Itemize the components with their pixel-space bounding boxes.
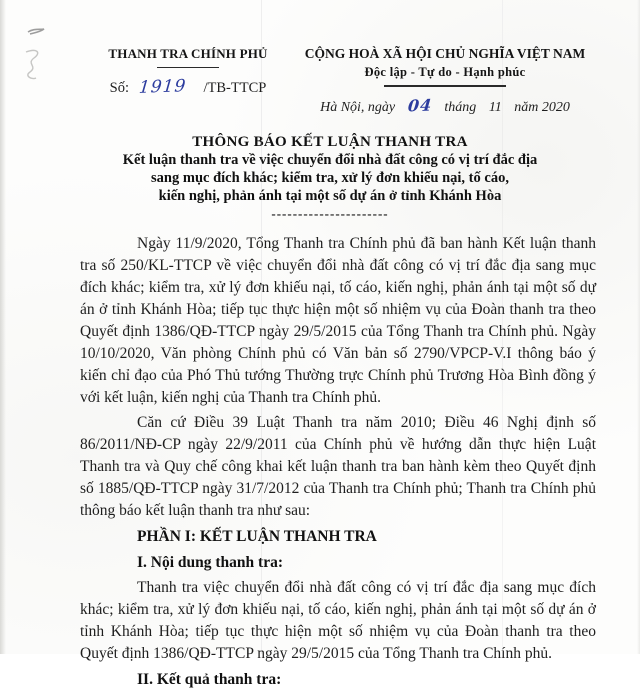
header-rule-right	[384, 85, 506, 87]
place-date-line	[290, 96, 600, 116]
document-header	[0, 46, 640, 116]
date-month-label: tháng	[444, 99, 477, 115]
issuing-agency-block	[88, 46, 288, 116]
document-subtitle-line-1: Kết luận thanh tra về việc chuyển đổi nhà đất công có vị trí đắc địa	[122, 151, 538, 168]
doc-number-suffix: /TB-TTCP	[203, 80, 267, 96]
section-heading-part-1: PHẦN I: KẾT LUẬN THANH TRA	[137, 527, 377, 545]
document-title: THÔNG BÁO KẾT LUẬN THANH TRA	[192, 133, 468, 150]
document-body	[80, 233, 596, 691]
body-paragraph-1: Ngày 11/9/2020, Tổng Thanh tra Chính phủ đã ban hành Kết luận thanh tra số 250/KL-TTCP về việc chuyển đổi nhà đất công có vị trí đắc địa sang mục đích khác; kiểm tra, xử lý đơn khiếu nại, tố cáo, kiến nghị, phản ánh tại một số dự án ở tỉnh Khánh Hòa; tiếp tục thực hiện một số nhiệm vụ của Đoàn thanh tra theo Quyết định 1386/QĐ-TTCP ngày 29/5/2015 của Tổng Thanh tra Chính phủ. Ngày 10/10/2020, Văn phòng Chính phủ có Văn bản số 2790/VPCP-V.I thông báo ý kiến chỉ đạo của Phó Thủ tướng Thường trực Chính phủ Trương Hòa Bình đồng ý với kết luận, kiến nghị của Thanh tra Chính phủ.	[80, 234, 596, 406]
national-motto: Độc lập - Tự do - Hạnh phúc	[364, 65, 526, 79]
document-number-line	[88, 77, 288, 97]
title-separator-dashes: ----------------------	[271, 205, 389, 221]
header-rule-left	[157, 67, 219, 68]
body-paragraph-3: Thanh tra việc chuyển đổi nhà đất công có vị trí đắc địa sang mục đích khác; kiểm tra, xử lý đơn khiếu nại, tố cáo, kiến nghị, phản ánh tại một số dự án ở tỉnh Khánh Hòa; tiếp tục thực hiện một số nhiệm vụ của Đoàn thanh tra theo Quyết định 1386/QĐ-TTCP ngày 29/5/2015 của Tổng Thanh tra Chính phủ.	[80, 578, 596, 662]
date-prefix: Hà Nội, ngày	[320, 99, 396, 115]
doc-number-label: Số:	[109, 80, 129, 96]
date-year: năm 2020	[514, 99, 570, 115]
national-title: CỘNG HOÀ XÃ HỘI CHỦ NGHĨA VIỆT NAM	[304, 46, 586, 61]
body-paragraph-2: Căn cứ Điều 39 Luật Thanh tra năm 2010; Điều 46 Nghị định số 86/2011/NĐ-CP ngày 22/9/2011 của Chính phủ về hướng dẫn thực hiện Luật Thanh tra và Quy chế công khai kết luận thanh tra ban hành kèm theo Quyết định số 1885/QĐ-TTCP ngày 31/7/2012 của Thanh tra Chính phủ; Thanh tra Chính phủ thông báo kết luận thanh tra như sau:	[80, 413, 596, 519]
subsection-heading-2: II. Kết quả thanh tra:	[137, 670, 282, 688]
national-header-block	[290, 46, 600, 116]
handwritten-day: 04	[406, 95, 433, 115]
document-title-block	[0, 134, 640, 220]
document-subtitle-line-2: sang mục đích khác; kiểm tra, xử lý đơn khiếu nại, tố cáo,	[151, 169, 509, 186]
handwritten-doc-number: 1919	[137, 76, 187, 98]
issuing-agency-name: THANH TRA CHÍNH PHỦ	[108, 46, 268, 61]
document-subtitle-line-3: kiến nghị, phản ánh tại một số dự án ở tỉnh Khánh Hòa	[158, 187, 502, 204]
subsection-heading-1: I. Nội dung thanh tra:	[137, 553, 283, 571]
date-month-value: 11	[488, 99, 502, 115]
